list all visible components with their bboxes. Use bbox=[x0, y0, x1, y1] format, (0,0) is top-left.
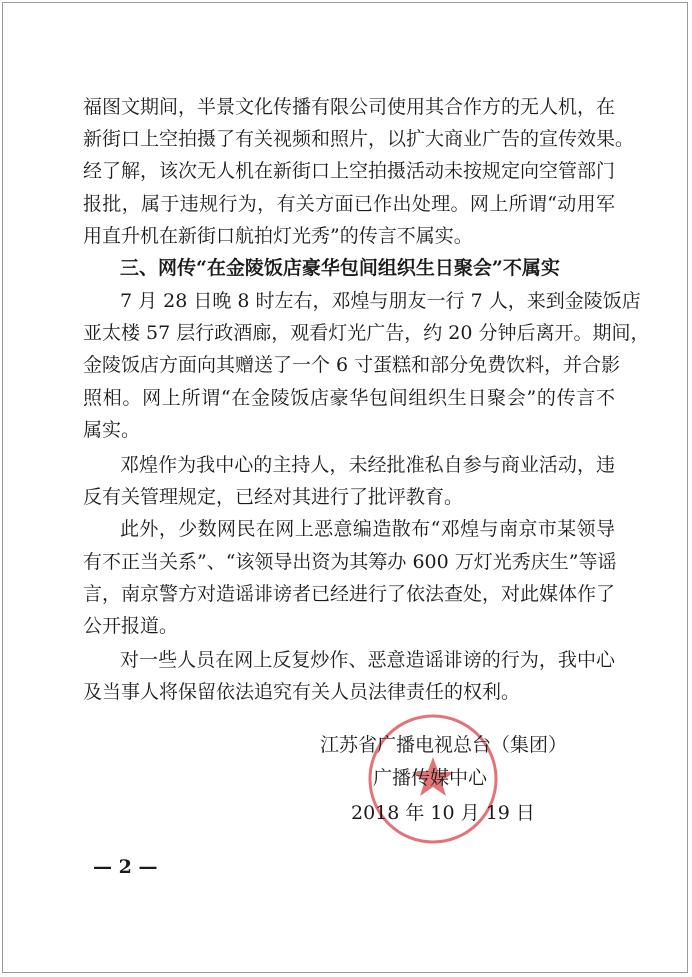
signature-dept: 广播传媒中心 bbox=[373, 767, 488, 789]
body-line: 亚太楼 57 层行政酒廊，观看灯光广告，约 20 分钟后离开。期间， bbox=[83, 322, 650, 344]
body-line: 及当事人将保留依法追究有关人员法律责任的权利。 bbox=[83, 681, 521, 703]
page-number: — 2 — bbox=[93, 856, 158, 878]
body-line: 照相。网上所谓“在金陵饭店豪华包间组织生日聚会”的传言不 bbox=[83, 387, 615, 409]
body-line: 报批，属于违规行为，有关方面已作出处理。网上所谓“动用军 bbox=[83, 193, 615, 215]
body-line: 反有关管理规定，已经对其进行了批评教育。 bbox=[83, 486, 464, 508]
body-line: 福图文期间，半景文化传播有限公司使用其合作方的无人机，在 bbox=[83, 96, 616, 118]
signature-date: 2018 年 10 月 19 日 bbox=[351, 802, 535, 824]
body-line: 公开报道。 bbox=[83, 615, 179, 637]
body-line: 金陵饭店方面向其赠送了一个 6 寸蛋糕和部分免费饮料，并合影 bbox=[83, 354, 621, 376]
body-line: 对一些人员在网上反复炒作、恶意造谣诽谤的行为，我中心 bbox=[120, 649, 615, 671]
signature-org: 江苏省广播电视总台（集团） bbox=[320, 734, 568, 756]
body-line: 7 月 28 日晚 8 时左右，邓煌与朋友一行 7 人，来到金陵饭店 bbox=[120, 290, 641, 312]
body-line: 属实。 bbox=[83, 419, 141, 441]
body-line: 此外，少数网民在网上恶意编造散布“邓煌与南京市某领导 bbox=[120, 518, 615, 540]
body-line: 有不正当关系”、“该领导出资为其筹办 600 万灯光秀庆生”等谣 bbox=[83, 551, 617, 573]
body-line: 经了解，该次无人机在新街口上空拍摄活动未按规定向空管部门 bbox=[83, 160, 616, 182]
section-heading: 三、网传“在金陵饭店豪华包间组织生日聚会”不属实 bbox=[120, 257, 560, 279]
body-line: 用直升机在新街口航拍灯光秀”的传言不属实。 bbox=[83, 225, 473, 247]
body-line: 新街口上空拍摄了有关视频和照片，以扩大商业广告的宣传效果。 bbox=[83, 128, 635, 150]
body-line: 邓煌作为我中心的主持人，未经批准私自参与商业活动，违 bbox=[120, 454, 615, 476]
body-line: 言，南京警方对造谣诽谤者已经进行了依法查处，对此媒体作了 bbox=[83, 583, 616, 605]
